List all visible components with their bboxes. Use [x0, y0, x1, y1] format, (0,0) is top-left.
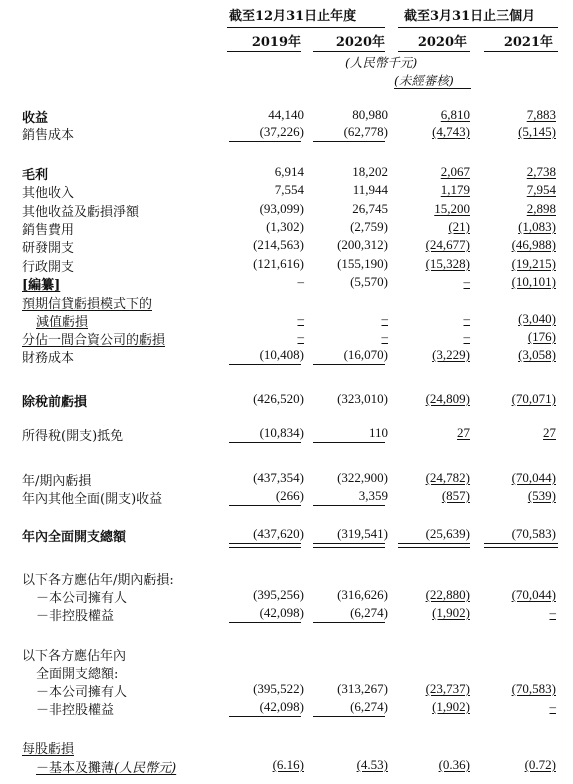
cell-revenue-2019: 44,140	[268, 107, 304, 122]
cell-og-q2021: 2,898	[526, 201, 556, 216]
row-label-rnd: 研發開支	[22, 241, 75, 256]
cell-sell-2019: (1,302)	[266, 219, 304, 234]
row-label-cost-of-sales: 銷售成本	[22, 128, 75, 143]
cell-aln-2020: (6,274)	[350, 605, 388, 620]
row-label-attrib-loss-owner: －本公司擁有人	[36, 591, 128, 606]
dbl-rule-tc-0	[229, 543, 301, 548]
row-label-income-tax: 所得稅(開支)抵免	[22, 429, 124, 444]
row-label-admin: 行政開支	[22, 260, 75, 275]
cell-tc-2020: (319,541)	[337, 526, 388, 541]
cell-jv-q2020: –	[463, 329, 470, 344]
cell-alo-2020: (316,626)	[337, 587, 388, 602]
row-label-finance: 財務成本	[22, 351, 75, 366]
cell-ato-2020: (313,267)	[337, 681, 388, 696]
rule-atn-1	[313, 716, 385, 717]
cell-ato-2019: (395,522)	[253, 681, 304, 696]
cell-revenue-2020: 80,980	[352, 107, 388, 122]
cell-oci-2019: (266)	[275, 488, 304, 503]
cell-fin-2019: (10,408)	[259, 347, 304, 362]
cell-admin-q2021: (19,215)	[511, 256, 556, 271]
header-year-2020-q1: 2020年	[417, 35, 467, 50]
row-label-loss-period: 年/期內虧損	[22, 474, 92, 489]
cell-og-2020: 26,745	[352, 201, 388, 216]
cell-jv-2020: –	[381, 329, 388, 344]
cell-eps-2020: (4.53)	[356, 757, 388, 772]
cell-lbt-2019: (426,520)	[253, 391, 304, 406]
cell-admin-2019: (121,616)	[253, 256, 304, 271]
cell-ecl-2019: –	[297, 311, 304, 326]
cell-tc-q2021: (70,583)	[511, 526, 556, 541]
cell-alo-q2020: (22,880)	[425, 587, 470, 602]
cell-oci-q2021: (539)	[527, 488, 556, 503]
header-rule-quarter	[398, 27, 558, 28]
cell-rnd-q2020: (24,677)	[425, 237, 470, 252]
header-period-year: 截至12月31日止年度	[229, 9, 357, 24]
cell-alo-2019: (395,256)	[253, 587, 304, 602]
cell-tc-2019: (437,620)	[253, 526, 304, 541]
header-period-quarter: 截至3月31日止三個月	[404, 9, 536, 24]
cell-eps-2019: (6.16)	[272, 757, 304, 772]
cell-oi-2019: 7,554	[274, 182, 304, 197]
cell-sell-2020: (2,759)	[350, 219, 388, 234]
cell-eps-q2020: (0.36)	[438, 757, 470, 772]
cell-atn-q2020: (1,902)	[432, 699, 470, 714]
cell-tax-q2021: 27	[543, 425, 556, 440]
rule-fin-1	[313, 364, 385, 365]
header-rule-year	[227, 27, 385, 28]
rule-atn-0	[229, 716, 301, 717]
cell-cos-q2021: (5,145)	[518, 124, 556, 139]
rule-cos-1	[313, 141, 385, 142]
cell-cos-2020: (62,778)	[343, 124, 388, 139]
cell-og-2019: (93,099)	[259, 201, 304, 216]
year-rule-3	[484, 51, 558, 52]
year-rule-1	[313, 51, 385, 52]
cell-atn-q2021: –	[549, 699, 556, 714]
cell-oci-q2020: (857)	[441, 488, 470, 503]
cell-rnd-2020: (200,312)	[337, 237, 388, 252]
row-label-oci: 年內其他全面(開支)收益	[22, 492, 163, 507]
row-label-attrib-tc-nci: －非控股權益	[36, 703, 115, 718]
cell-tc-q2020: (25,639)	[425, 526, 470, 541]
cell-tax-2020: 110	[368, 425, 388, 440]
cell-rnd-2019: (214,563)	[253, 237, 304, 252]
cell-atn-2020: (6,274)	[350, 699, 388, 714]
row-label-loss-before-tax: 除稅前虧損	[22, 395, 88, 410]
cell-lp-2019: (437,354)	[253, 470, 304, 485]
cell-alo-q2021: (70,044)	[511, 587, 556, 602]
cell-fin-q2021: (3,058)	[518, 347, 556, 362]
cell-red-2020: (5,570)	[350, 274, 388, 289]
row-label-ecl-line1: 預期信貸虧損模式下的	[22, 297, 153, 312]
unit-label: (人民幣千元)	[345, 55, 418, 70]
cell-admin-2020: (155,190)	[337, 256, 388, 271]
year-rule-2	[398, 51, 470, 52]
row-label-selling: 銷售費用	[22, 223, 75, 238]
rule-fin-0	[229, 364, 301, 365]
cell-sell-q2020: (21)	[448, 219, 470, 234]
cell-admin-q2020: (15,328)	[425, 256, 470, 271]
cell-fin-q2020: (3,229)	[432, 347, 470, 362]
rule-aln-1	[313, 622, 385, 623]
cell-lp-q2020: (24,782)	[425, 470, 470, 485]
cell-aln-2019: (42,098)	[259, 605, 304, 620]
cell-sell-q2021: (1,083)	[518, 219, 556, 234]
rule-oci-1	[313, 505, 385, 506]
cell-red-2019: –	[297, 274, 304, 289]
row-label-eps-head: 每股虧損	[22, 742, 75, 757]
cell-lp-2020: (322,900)	[337, 470, 388, 485]
header-year-2019: 2019年	[251, 35, 301, 50]
unaudited-rule	[394, 88, 471, 89]
row-label-other-income: 其他收入	[22, 186, 75, 201]
cell-gp-q2021: 2,738	[526, 164, 556, 179]
cell-gp-2019: 6,914	[274, 164, 304, 179]
cell-revenue-q2021: 7,883	[526, 107, 556, 122]
rule-oci-0	[229, 505, 301, 506]
cell-og-q2020: 15,200	[434, 201, 470, 216]
cell-ato-q2021: (70,583)	[511, 681, 556, 696]
row-label-attrib-tc-head1: 以下各方應佔年內	[22, 649, 127, 664]
cell-lbt-q2020: (24,809)	[425, 391, 470, 406]
cell-jv-2019: –	[297, 329, 304, 344]
rule-cos-0	[229, 141, 301, 142]
row-label-attrib-loss-nci: －非控股權益	[36, 609, 115, 624]
year-rule-0	[227, 51, 301, 52]
row-label-ecl: 減值虧損	[36, 315, 89, 330]
row-label-attrib-loss-head: 以下各方應佔年/期內虧損:	[22, 573, 174, 588]
dbl-rule-tc-2	[398, 543, 470, 548]
cell-fin-2020: (16,070)	[343, 347, 388, 362]
cell-gp-2020: 18,202	[352, 164, 388, 179]
header-year-2020: 2020年	[335, 35, 385, 50]
cell-red-q2021: (10,101)	[511, 274, 556, 289]
cell-ecl-2020: –	[381, 311, 388, 326]
cell-lbt-q2021: (70,071)	[511, 391, 556, 406]
cell-cos-2019: (37,226)	[259, 124, 304, 139]
cell-ecl-q2020: –	[463, 311, 470, 326]
cell-jv-q2021: (176)	[527, 329, 556, 344]
cell-tax-2019: (10,834)	[259, 425, 304, 440]
cell-rnd-q2021: (46,988)	[511, 237, 556, 252]
cell-aln-q2020: (1,902)	[432, 605, 470, 620]
cell-lbt-2020: (323,010)	[337, 391, 388, 406]
row-label-redacted: [編纂]	[22, 278, 61, 293]
cell-gp-q2020: 2,067	[440, 164, 470, 179]
header-year-2021-q1: 2021年	[503, 35, 553, 50]
row-label-revenue: 收益	[22, 111, 49, 126]
cell-cos-q2020: (4,743)	[432, 124, 470, 139]
cell-oci-2020: 3,359	[358, 488, 388, 503]
eps-label-unit: (人民幣元)	[114, 761, 177, 776]
cell-oi-q2020: 1,179	[440, 182, 470, 197]
unaudited-label: (未經審核)	[394, 73, 454, 88]
dbl-rule-tc-3	[484, 543, 558, 548]
row-label-attrib-tc-owner: －本公司擁有人	[36, 685, 128, 700]
rule-tax-0	[229, 442, 301, 443]
cell-ecl-q2021: (3,040)	[518, 311, 556, 326]
rule-aln-0	[229, 622, 301, 623]
cell-ato-q2020: (23,737)	[425, 681, 470, 696]
row-label-eps	[36, 757, 176, 776]
cell-tax-q2020: 27	[457, 425, 470, 440]
cell-eps-q2021: (0.72)	[524, 757, 556, 772]
row-label-attrib-tc-head2: 全面開支總額:	[36, 667, 119, 682]
cell-aln-q2021: –	[549, 605, 556, 620]
row-label-total-comp: 年內全面開支總額	[22, 530, 127, 545]
row-label-other-gains: 其他收益及虧損淨額	[22, 205, 140, 220]
cell-oi-q2021: 7,954	[526, 182, 556, 197]
cell-oi-2020: 11,944	[352, 182, 388, 197]
row-label-gross-profit: 毛利	[22, 168, 49, 183]
eps-label-text: －基本及攤薄	[36, 761, 115, 776]
cell-atn-2019: (42,098)	[259, 699, 304, 714]
cell-revenue-q2020: 6,810	[440, 107, 470, 122]
rule-tax-1	[313, 442, 385, 443]
row-label-jv-share: 分佔一間合資公司的虧損	[22, 333, 166, 348]
cell-red-q2020: –	[463, 274, 470, 289]
dbl-rule-tc-1	[313, 543, 385, 548]
cell-lp-q2021: (70,044)	[511, 470, 556, 485]
